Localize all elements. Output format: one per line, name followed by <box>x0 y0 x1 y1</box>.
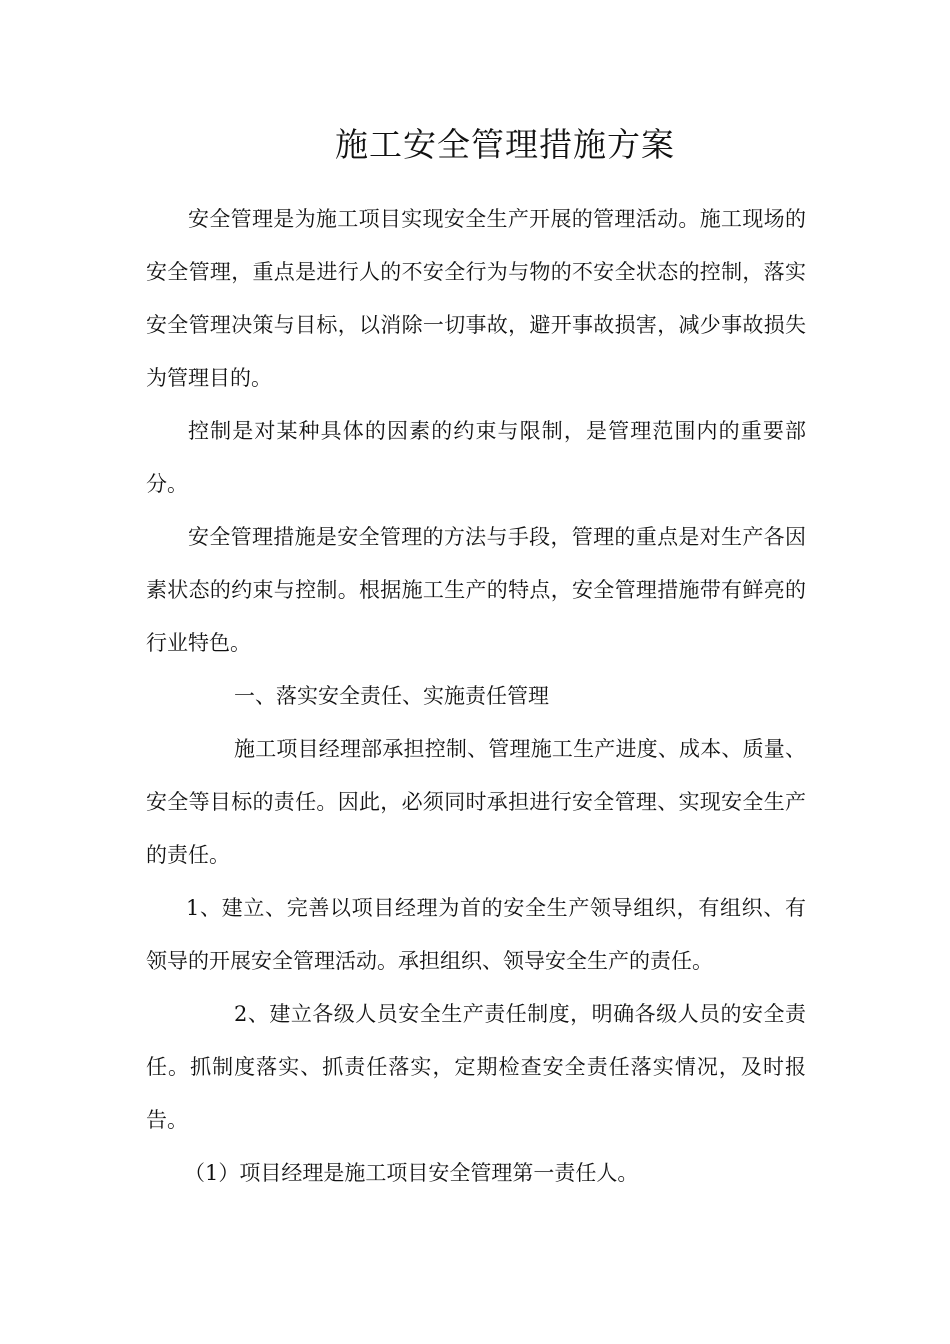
paragraph-responsibility: 施工项目经理部承担控制、管理施工生产进度、成本、质量、安全等目标的责任。因此，必须同时承担进行安全管理、实现安全生产的责任。 <box>146 737 806 867</box>
paragraph-control: 控制是对某种具体的因素的约束与限制，是管理范围内的重要部分。 <box>146 419 806 496</box>
section-heading-1: 一、落实安全责任、实施责任管理 <box>234 684 549 708</box>
list-item-1: 1、建立、完善以项目经理为首的安全生产领导组织，有组织、有领导的开展安全管理活动。承担组织、领导安全生产的责任。 <box>146 896 806 973</box>
sub-item-1: （1）项目经理是施工项目安全管理第一责任人。 <box>184 1161 639 1185</box>
paragraph-intro: 安全管理是为施工项目实现安全生产开展的管理活动。施工现场的安全管理，重点是进行人的不安全行为与物的不安全状态的控制，落实安全管理决策与目标，以消除一切事故，避开事故损害，减少事故损失为管理目的。 <box>146 207 806 390</box>
list-item-2: 2、建立各级人员安全生产责任制度，明确各级人员的安全责任。抓制度落实、抓责任落实，定期检查安全责任落实情况，及时报告。 <box>146 1002 806 1132</box>
document-title: 施工安全管理措施方案 <box>335 125 675 164</box>
paragraph-measures: 安全管理措施是安全管理的方法与手段，管理的重点是对生产各因素状态的约束与控制。根据施工生产的特点，安全管理措施带有鲜亮的行业特色。 <box>146 525 806 655</box>
document-body <box>146 193 806 1200</box>
